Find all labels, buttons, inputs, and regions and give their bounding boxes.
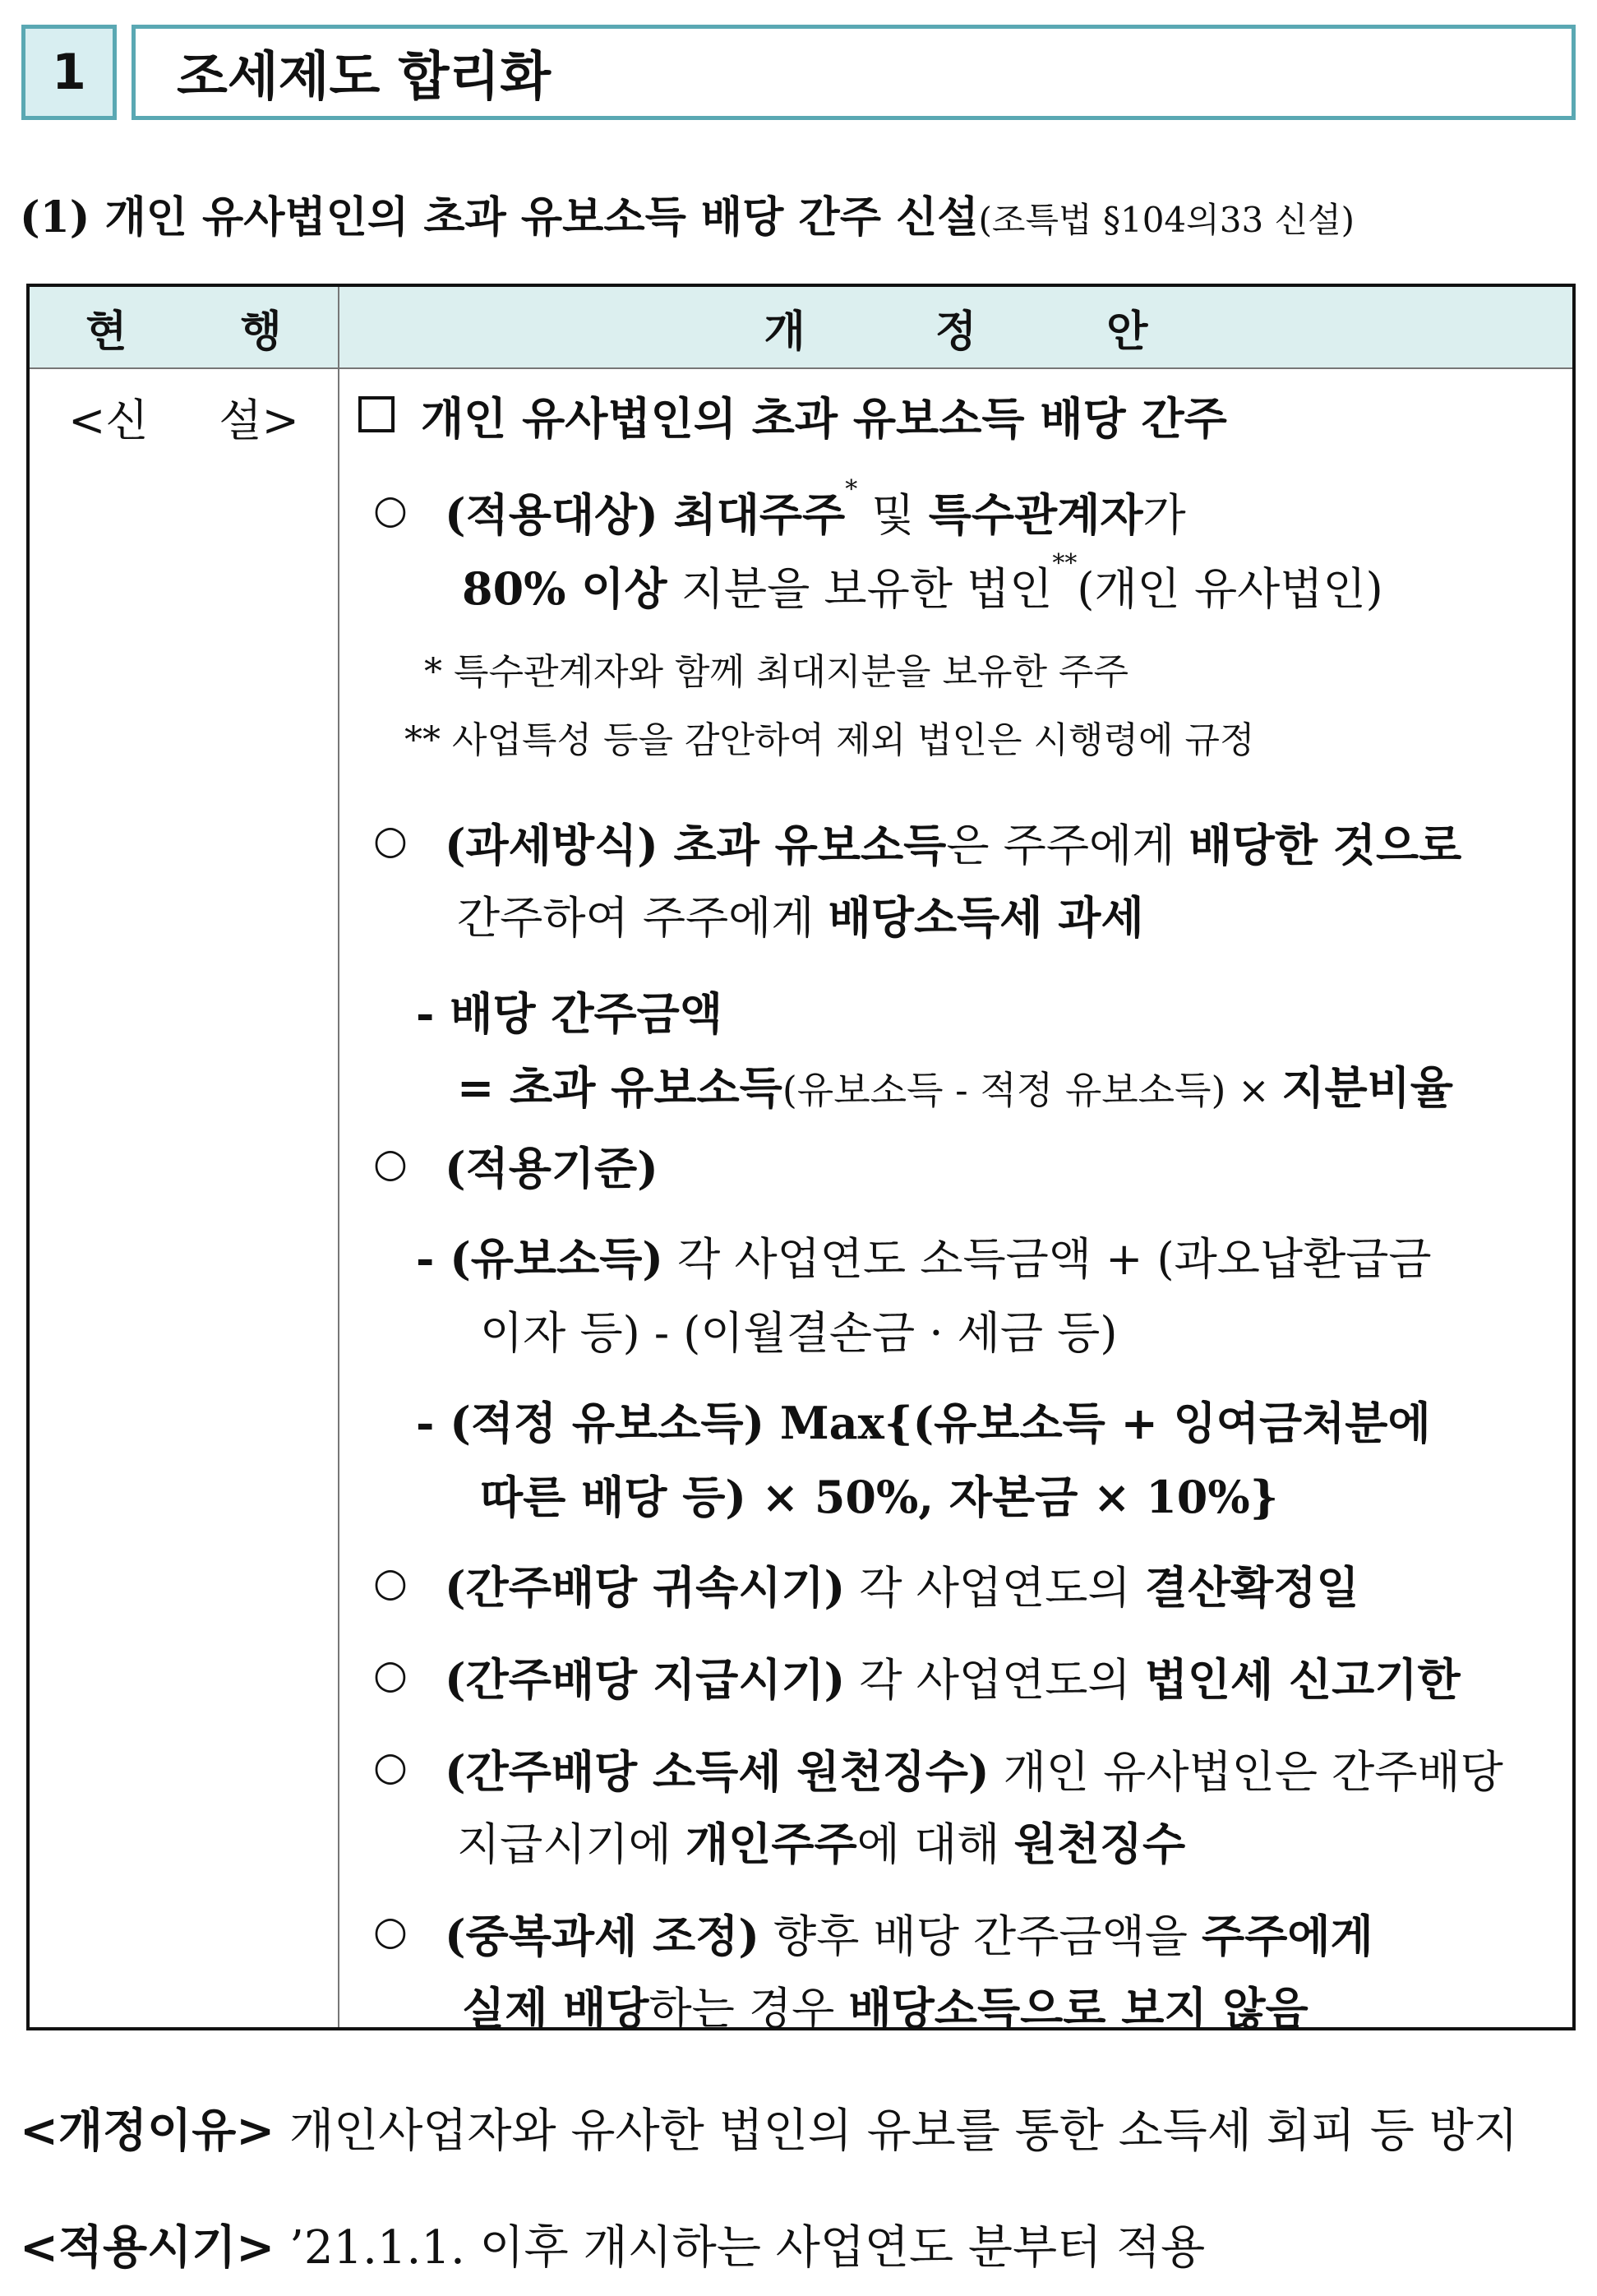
- item-target: (적용대상) 최대주주* 및 특수관계자가: [445, 475, 1186, 541]
- bullet-icon: ○: [373, 1559, 408, 1605]
- item-criteria: (적용기준): [445, 1142, 658, 1194]
- item-target-line2: 80% 이상 지분을 보유한 법인**(개인 유사법인): [462, 549, 1383, 615]
- deemed-amount-formula: = 초과 유보소득(유보소득 - 적정 유보소득) × 지분비율: [457, 1061, 1453, 1114]
- item-double-tax-line2: 실제 배당하는 경우 배당소득으로 보지 않음: [462, 1982, 1309, 2035]
- sub-heading: [20, 182, 1355, 244]
- sub-heading-ref: (조특법 §104의33 신설): [978, 200, 1355, 240]
- criteria-proper-line2: 따른 배당 등) × 50%, 자본금 × 10%}: [480, 1471, 1279, 1523]
- revision-reason: <개정이유> 개인사업자와 유사한 법인의 유보를 통한 소득세 회피 등 방지: [20, 2104, 1518, 2158]
- bullet-icon: ○: [373, 1908, 408, 1954]
- footnote-2: ** 사업특성 등을 감안하여 제외 법인은 시행령에 규정: [404, 719, 1255, 761]
- bullet-icon: ○: [373, 1652, 408, 1698]
- bullet-icon: ○: [373, 817, 408, 863]
- section-title: 조세제도 합리화: [132, 25, 1576, 120]
- header-proposed: 개 정 안: [764, 306, 1206, 357]
- header-current: 현 행: [85, 306, 331, 357]
- column-divider: [338, 287, 339, 2027]
- item-taxation-line2: 간주하여 주주에게 배당소득세 과세: [457, 891, 1144, 944]
- footnote-1: * 특수관계자와 함께 최대지분을 보유한 주주: [424, 651, 1129, 693]
- new-label: <신 설>: [68, 395, 299, 446]
- deemed-amount-title: - 배당 간주금액: [416, 987, 722, 1040]
- checkbox-icon: [358, 396, 395, 432]
- sub-heading-main: (1) 개인 유사법인의 초과 유보소득 배당 간주 신설: [20, 192, 979, 243]
- bullet-icon: ○: [373, 1140, 408, 1186]
- criteria-proper: - (적정 유보소득) Max{(유보소득 + 잉여금처분에: [416, 1397, 1431, 1449]
- criteria-retained-line2: 이자 등) - (이월결손금 · 세금 등): [480, 1307, 1118, 1359]
- item-payment: (간주배당 지급시기) 각 사업연도의 법인세 신고기한: [445, 1653, 1461, 1706]
- item-attribution: (간주배당 귀속시기) 각 사업연도의 결산확정일: [445, 1561, 1359, 1614]
- bullet-icon: ○: [373, 1744, 408, 1790]
- application-timing: <적용시기> ’21.1.1. 이후 개시하는 사업연도 분부터 적용: [20, 2220, 1206, 2275]
- comparison-table: [26, 284, 1576, 2035]
- item-withholding-line2: 지급시기에 개인주주에 대해 원천징수: [457, 1818, 1186, 1870]
- section-number: 1: [21, 25, 117, 120]
- proposal-title: 개인 유사법인의 초과 유보소득 배당 간주: [421, 392, 1227, 445]
- bullet-icon: ○: [373, 487, 408, 533]
- item-taxation: (과세방식) 초과 유보소득은 주주에게 배당한 것으로: [445, 819, 1462, 871]
- criteria-retained: - (유보소득) 각 사업연도 소득금액 + (과오납환급금: [416, 1232, 1432, 1285]
- item-double-tax: (중복과세 조정) 향후 배당 간주금액을 주주에게: [445, 1910, 1373, 1962]
- item-withholding: (간주배당 소득세 원천징수) 개인 유사법인은 간주배당: [445, 1745, 1503, 1798]
